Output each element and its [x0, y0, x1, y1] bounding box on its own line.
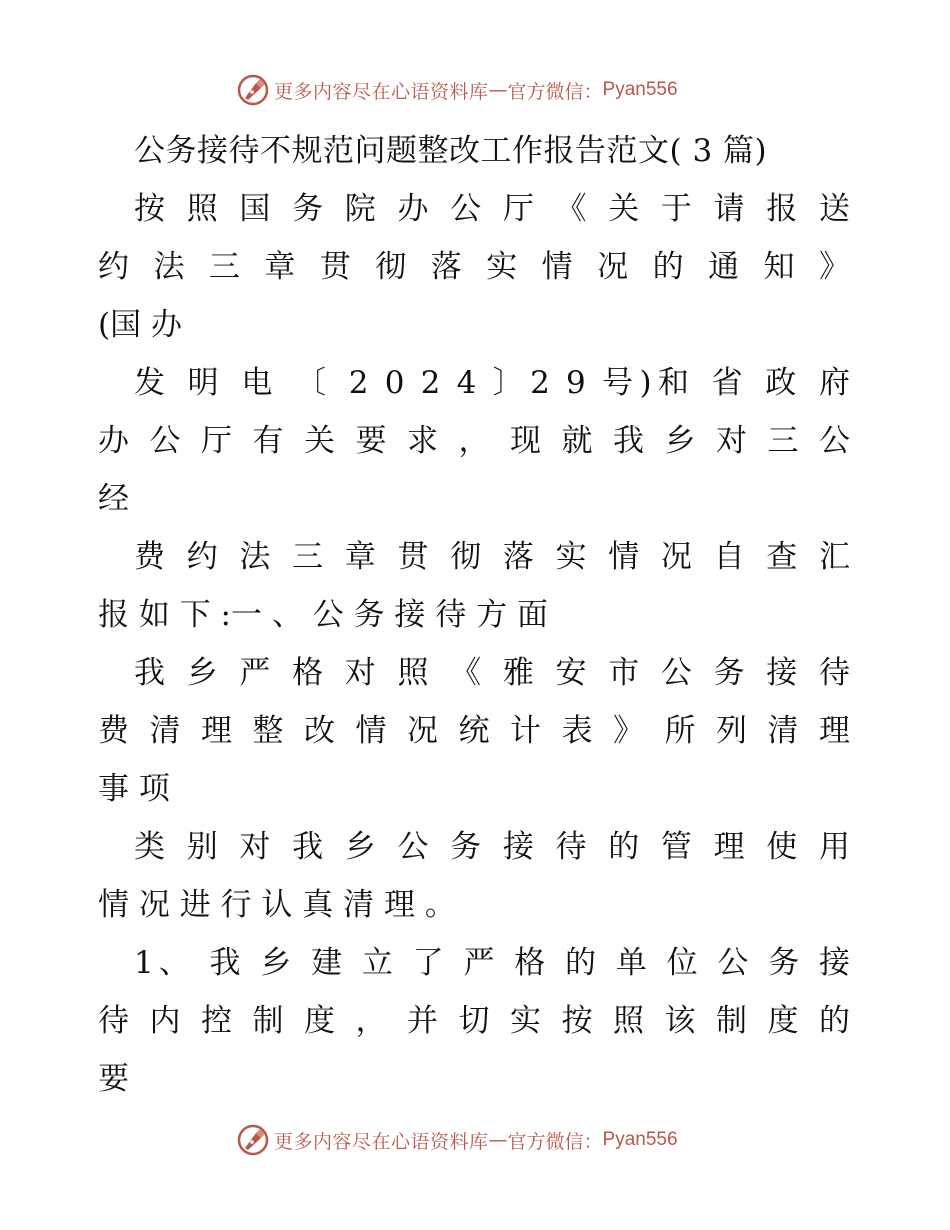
- banner-wechat-label: 官方微信：: [507, 1130, 603, 1153]
- body-line: 费 约 法 三 章 贯 彻 落 实 情 况 自 查 汇: [134, 539, 850, 575]
- banner-dash: —: [488, 79, 508, 101]
- body-line: 1、 我 乡 建 立 了 严 格 的 单 位 公 务 接: [134, 945, 850, 981]
- body-line: 按 照 国 务 院 办 公 厅 《 关 于 请 报 送: [134, 191, 850, 227]
- pen-nib-logo-icon: [236, 73, 270, 107]
- body-line: 发 明 电 〔 2 0 2 4 〕2 9 号)和 省 政 府: [134, 365, 850, 401]
- body-line: (国 办: [98, 307, 182, 343]
- footer-banner[interactable]: [236, 1122, 716, 1158]
- header-banner[interactable]: [236, 72, 716, 108]
- banner-wechat-label: 官方微信：: [507, 80, 603, 103]
- body-line: 费 清 理 整 改 情 况 统 计 表 》 所 列 清 理: [98, 713, 850, 749]
- body-line: 约 法 三 章 贯 彻 落 实 情 况 的 通 知 》: [98, 249, 850, 285]
- pen-nib-logo-icon: [236, 1123, 270, 1157]
- banner-text: 更多内容尽在心语资料库: [274, 1130, 489, 1153]
- body-line: 经: [98, 481, 129, 517]
- banner-text: 更多内容尽在心语资料库: [274, 80, 489, 103]
- body-line: 事 项: [98, 771, 170, 807]
- body-line: 报 如 下 :一 、 公 务 接 待 方 面: [98, 597, 548, 633]
- body-line: 要: [98, 1061, 129, 1097]
- body-line: 待 内 控 制 度 ， 并 切 实 按 照 该 制 度 的: [98, 1003, 850, 1039]
- body-line: 办 公 厅 有 关 要 求 ， 现 就 我 乡 对 三 公: [98, 423, 850, 459]
- banner-wechat-id: Pyan556: [602, 1129, 678, 1150]
- banner-dash: —: [488, 1129, 508, 1151]
- body-line: 我 乡 严 格 对 照 《 雅 安 市 公 务 接 待: [134, 655, 850, 691]
- body-line: 类 别 对 我 乡 公 务 接 待 的 管 理 使 用: [134, 829, 850, 865]
- body-line: 情 况 进 行 认 真 清 理 。: [98, 887, 456, 923]
- banner-wechat-id: Pyan556: [602, 79, 678, 100]
- document-title: 公务接待不规范问题整改工作报告范文( 3 篇): [134, 133, 768, 169]
